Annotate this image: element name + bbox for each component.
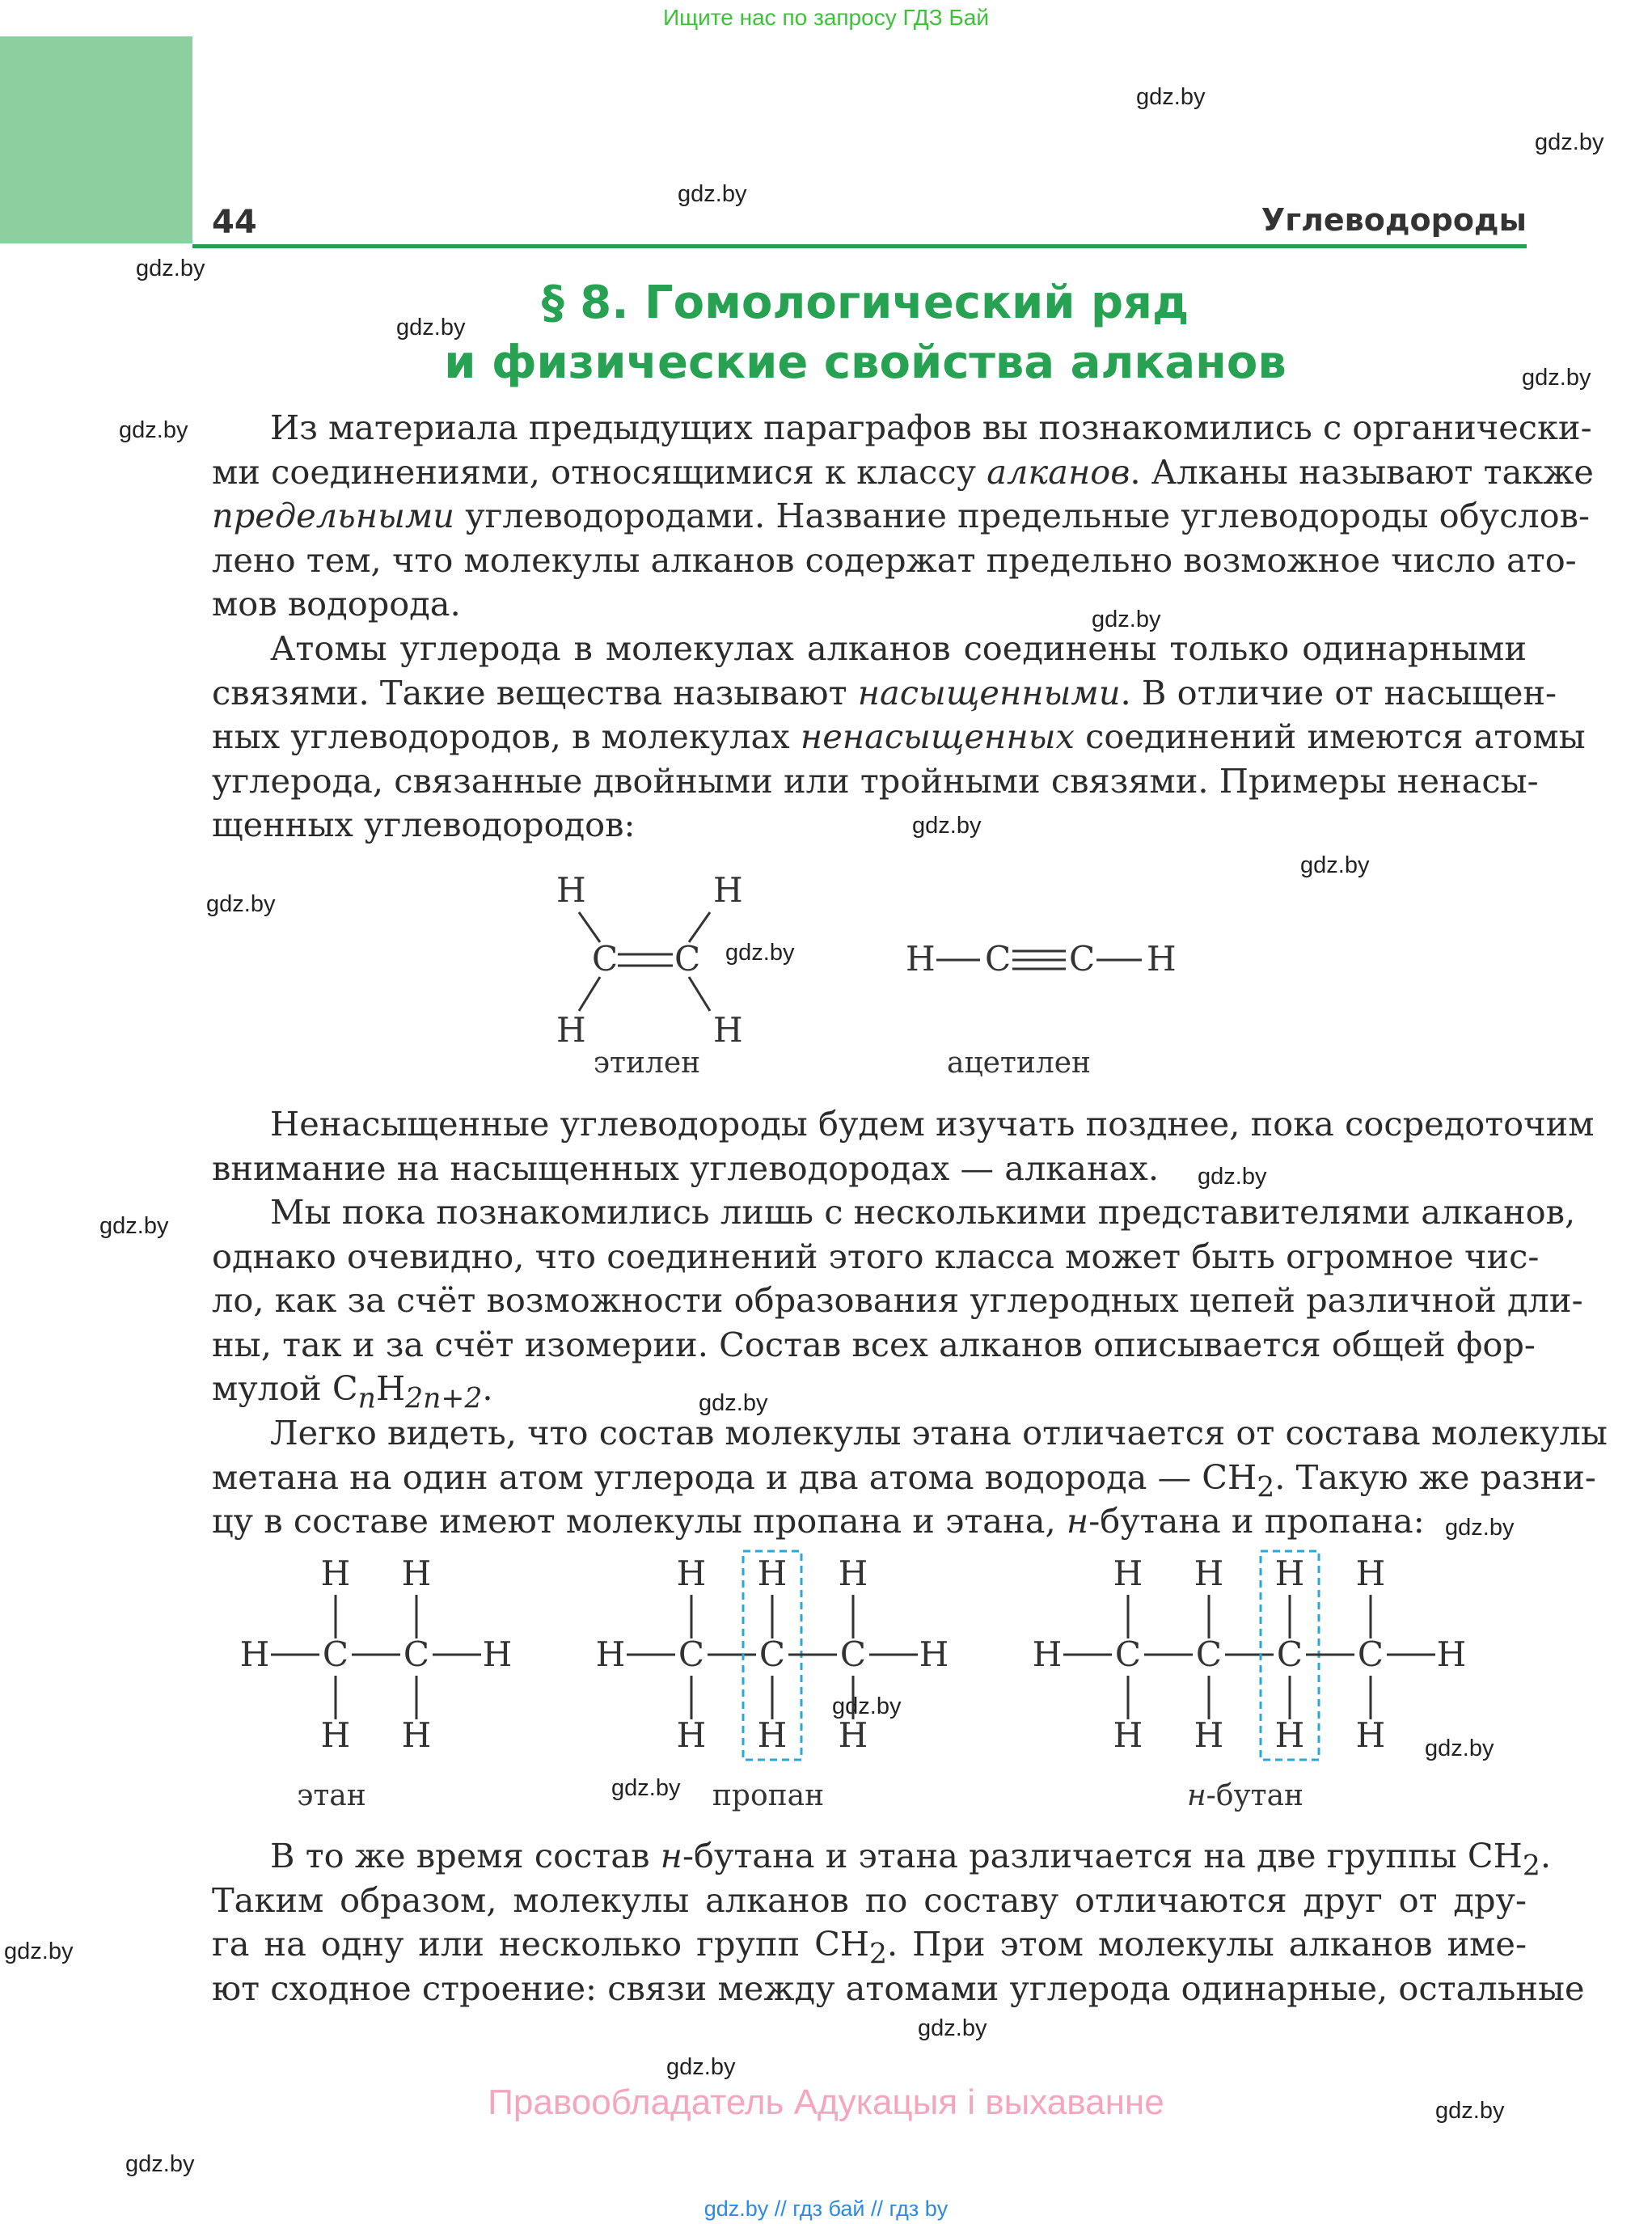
text-line: ми соединениями, относящимися к классу алканов. Алканы называют также <box>212 451 1594 492</box>
watermark: gdz.by <box>125 2151 195 2177</box>
text-line: однако очевидно, что соединений этого класса может быть огромное чис- <box>212 1236 1540 1276</box>
butane-label: н-бутан <box>1186 1779 1304 1812</box>
paragraph-5 <box>212 1411 1608 1544</box>
atom-h: H <box>713 870 743 910</box>
paragraph-3 <box>212 1102 1595 1190</box>
atom-h: H <box>838 1715 868 1755</box>
alkane-structures-figure <box>226 1545 1488 1779</box>
atom-c: C <box>1114 1634 1142 1674</box>
paragraph-1 <box>212 406 1594 627</box>
text-line: га на одну или несколько групп $CH_2$. При этом молекулы алканов име- <box>212 1924 1527 1971</box>
watermark: gdz.by <box>725 940 795 966</box>
watermark: gdz.by <box>1092 607 1161 632</box>
atom-c: C <box>678 1634 705 1674</box>
watermark: gdz.by <box>1198 1164 1267 1190</box>
text-line: Из материала предыдущих параграфов вы познакомились с органически- <box>270 408 1592 447</box>
text-line: Легко видеть, что состав молекулы этана отличается от состава молекулы <box>270 1413 1608 1452</box>
text-line: мов водорода. <box>212 584 461 624</box>
atom-h: H <box>1274 1715 1305 1755</box>
text-line: В то же время состав н-бутана и этана различается на две группы $CH_2$. <box>270 1836 1552 1883</box>
atom-c: C <box>1357 1634 1384 1674</box>
text-line: Атомы углерода в молекулах алканов соединены только одинарными <box>270 628 1527 668</box>
watermark: gdz.by <box>699 1390 768 1416</box>
text-line: связями. Такие вещества называют насыщенными. В отличие от насыщен- <box>212 672 1557 712</box>
top-banner[interactable]: Ищите нас по запросу ГДЗ Бай <box>662 5 990 30</box>
ethane-label: этан <box>297 1779 366 1812</box>
atom-h: H <box>713 1010 743 1050</box>
watermark: gdz.by <box>611 1775 681 1801</box>
text-line: Таким образом, молекулы алканов по составу отличаются друг от дру- <box>212 1879 1527 1920</box>
acetylene-label: ацетилен <box>947 1046 1091 1080</box>
atom-h: H <box>1274 1554 1305 1593</box>
header-rule <box>192 244 1527 248</box>
watermark: gdz.by <box>1522 365 1591 391</box>
atom-h: H <box>1436 1634 1467 1674</box>
text-line: ны, так и за счёт изомерии. Состав всех алканов описывается общей фор- <box>212 1324 1536 1364</box>
text-line: ных углеводородов, в молекулах ненасыщенных соединений имеются атомы <box>212 717 1586 756</box>
watermark: gdz.by <box>136 256 205 281</box>
atom-c: C <box>674 939 701 979</box>
text-line: щенных углеводородов: <box>212 805 636 844</box>
text-line: внимание на насыщенных углеводородах — алканах. <box>212 1148 1160 1188</box>
text-line: цу в составе имеют молекулы пропана и этана, н-бутана и пропана: <box>212 1501 1425 1541</box>
atom-h: H <box>1355 1715 1386 1755</box>
watermark: gdz.by <box>918 2015 987 2041</box>
atom-h: H <box>1113 1554 1143 1593</box>
acetylene-structure <box>906 939 1177 979</box>
atom-h: H <box>1147 939 1177 979</box>
atom-h: H <box>1194 1715 1224 1755</box>
atom-h: H <box>401 1715 432 1755</box>
atom-c: C <box>1195 1634 1223 1674</box>
atom-c: C <box>403 1634 430 1674</box>
atom-c: C <box>1276 1634 1303 1674</box>
atom-h: H <box>906 939 936 979</box>
ethylene-structure <box>556 870 743 1050</box>
text-line: ют сходное строение: связи между атомами углерода одинарные, остальные <box>212 1968 1585 2008</box>
footer-links[interactable]: gdz.by // гдз бай // гдз by <box>703 2197 949 2221</box>
watermark: gdz.by <box>666 2054 736 2080</box>
text-line: углерода, связанные двойными или тройными связями. Примеры ненасы- <box>212 760 1539 801</box>
paragraph-6 <box>212 1834 1585 2010</box>
atom-h: H <box>482 1634 513 1674</box>
atom-h: H <box>401 1554 432 1593</box>
section-title-line2: и физические свойства алканов <box>444 336 1287 389</box>
atom-h: H <box>1032 1634 1063 1674</box>
text-line: лено тем, что молекулы алканов содержат предельно возможное число ато- <box>212 539 1577 580</box>
atom-h: H <box>320 1554 351 1593</box>
atom-h: H <box>757 1715 788 1755</box>
paragraph-4 <box>212 1190 1583 1415</box>
atom-h: H <box>556 870 586 910</box>
atom-h: H <box>239 1634 270 1674</box>
watermark: gdz.by <box>1445 1515 1515 1541</box>
section-title-line1: § 8. Гомологический ряд <box>541 277 1189 329</box>
copyright-notice: Правообладатель Адукацыя і выхаванне <box>488 2082 1164 2122</box>
atom-h: H <box>1113 1715 1143 1755</box>
atom-h: H <box>320 1715 351 1755</box>
atom-c: C <box>839 1634 867 1674</box>
watermark: gdz.by <box>1435 2098 1505 2124</box>
atom-h: H <box>838 1554 868 1593</box>
text-line: Ненасыщенные углеводороды будем изучать позднее, пока сосредоточим <box>270 1104 1595 1144</box>
atom-h: H <box>919 1634 949 1674</box>
atom-c: C <box>592 939 619 979</box>
atom-h: H <box>676 1715 707 1755</box>
chapter-title: Углеводороды <box>1261 202 1527 238</box>
watermark: gdz.by <box>912 813 982 839</box>
atom-c: C <box>322 1634 349 1674</box>
atom-h: H <box>595 1634 626 1674</box>
text-line: Мы пока познакомились лишь с несколькими представителями алканов, <box>270 1192 1576 1232</box>
watermark: gdz.by <box>4 1939 74 1964</box>
watermark: gdz.by <box>832 1693 902 1719</box>
watermark: gdz.by <box>206 891 276 917</box>
watermark: gdz.by <box>678 181 747 207</box>
text-line: метана на один атом углерода и два атома водорода — $CH_2$. Такую же разни- <box>212 1457 1596 1503</box>
text-line: мулой $C_nH_{2n+2}$. <box>212 1368 493 1415</box>
propane-label: пропан <box>712 1779 825 1812</box>
watermark: gdz.by <box>119 417 188 443</box>
text-line: ло, как за счёт возможности образования углеродных цепей различной дли- <box>212 1280 1583 1320</box>
ethylene-label: этилен <box>593 1046 701 1080</box>
atom-h: H <box>757 1554 788 1593</box>
atom-h: H <box>556 1010 586 1050</box>
atom-h: H <box>1194 1554 1224 1593</box>
atom-h: H <box>1355 1554 1386 1593</box>
atom-h: H <box>676 1554 707 1593</box>
page-number: 44 <box>212 204 257 241</box>
atom-c: C <box>985 939 1012 979</box>
watermark: gdz.by <box>99 1213 169 1239</box>
watermark: gdz.by <box>1425 1736 1494 1761</box>
text-line: предельными углеводородами. Название предельные углеводороды обуслов- <box>212 496 1591 535</box>
watermark: gdz.by <box>1136 84 1206 110</box>
atom-c: C <box>758 1634 786 1674</box>
atom-c: C <box>1069 939 1096 979</box>
watermark: gdz.by <box>1300 852 1370 878</box>
green-corner-tab <box>0 36 192 243</box>
paragraph-2 <box>212 627 1586 848</box>
watermark: gdz.by <box>396 315 466 340</box>
watermark: gdz.by <box>1535 129 1604 155</box>
